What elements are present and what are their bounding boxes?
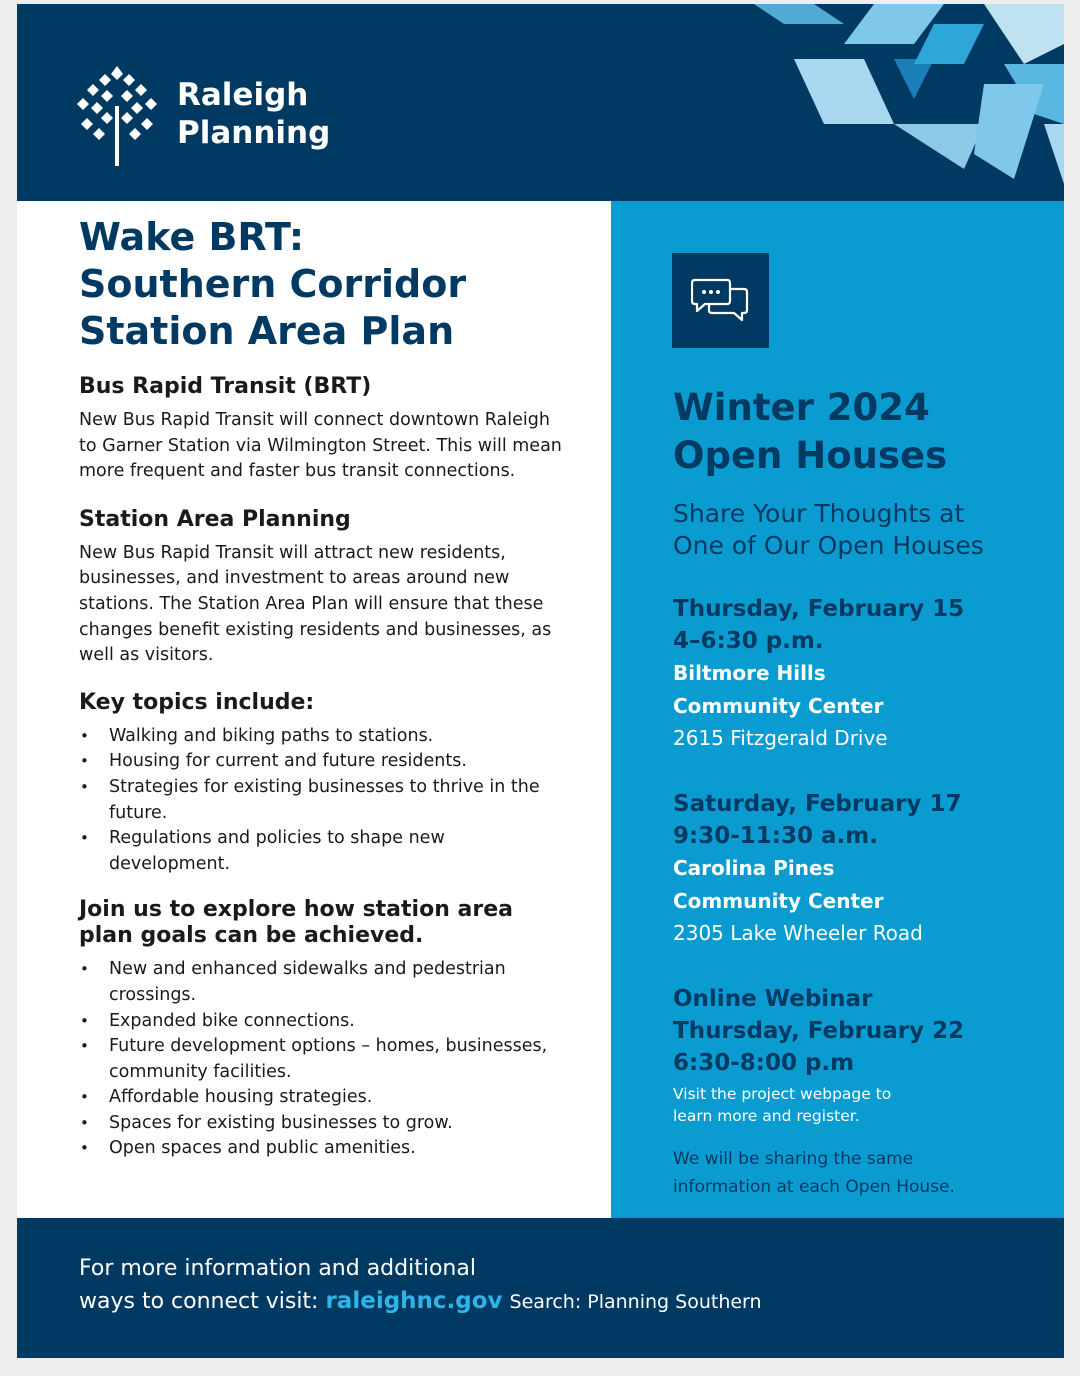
footer-text <box>79 1252 762 1319</box>
list-item: • Future development options – homes, businesses, community facilities. <box>109 1034 569 1085</box>
chat-bubbles-icon <box>691 277 749 323</box>
footer-line-1: For more information and additional <box>79 1256 476 1281</box>
list-item: • Regulations and policies to shape new development. <box>109 826 569 877</box>
event-place-line-1: Biltmore Hills <box>673 661 826 685</box>
subtitle-line-2: One of Our Open Houses <box>673 531 984 560</box>
open-houses-subtitle <box>673 498 984 562</box>
topics-heading: Key topics include: <box>79 689 315 715</box>
event-date: Saturday, February 17 <box>673 791 962 817</box>
event-address: 2615 Fitzgerald Drive <box>673 726 888 750</box>
event-biltmore <box>673 593 964 754</box>
event-address: 2305 Lake Wheeler Road <box>673 921 923 945</box>
header-banner <box>17 4 1064 201</box>
list-item: • New and enhanced sidewalks and pedestrian crossings. <box>109 957 569 1008</box>
webinar-time: 6:30-8:00 p.m <box>673 1050 855 1076</box>
open-houses-panel <box>611 201 1064 1218</box>
event-date: Thursday, February 15 <box>673 596 965 622</box>
footer-line-2 <box>79 1285 762 1319</box>
event-place-line-1: Carolina Pines <box>673 856 835 880</box>
open-houses-title-line-2: Open Houses <box>673 434 948 477</box>
webinar-note-line-1: Visit the project webpage to <box>673 1085 892 1103</box>
brand-line-1: Raleigh <box>177 77 309 113</box>
sharing-note-line-2: information at each Open House. <box>673 1177 955 1197</box>
join-heading: Join us to explore how station area plan goals can be achieved. <box>79 897 513 949</box>
list-item: • Expanded bike connections. <box>109 1009 569 1035</box>
event-place-line-2: Community Center <box>673 888 884 913</box>
list-item: • Spaces for existing businesses to grow. <box>109 1111 569 1137</box>
footer-banner <box>17 1218 1064 1358</box>
sharing-note <box>673 1145 955 1201</box>
station-body: New Bus Rapid Transit will attract new residents, businesses, and investment to areas around new stations. The Station Area Plan will ensure that these changes benefit existing residents and businesses, as well as visitors. <box>79 542 552 666</box>
list-item: • Open spaces and public amenities. <box>109 1136 569 1162</box>
open-houses-title-line-1: Winter 2024 <box>673 386 930 429</box>
webinar-note <box>673 1083 964 1127</box>
webinar-label: Online Webinar <box>673 986 873 1012</box>
flyer-page <box>17 4 1064 1358</box>
join-list <box>79 957 569 1162</box>
event-place-line-2: Community Center <box>673 693 884 718</box>
title-line-3: Station Area Plan <box>79 309 455 353</box>
raleigh-tree-logo-icon <box>77 66 157 170</box>
station-heading: Station Area Planning <box>79 506 351 532</box>
search-hint: Search: Planning Southern <box>509 1291 762 1313</box>
website-link[interactable]: raleighnc.gov <box>325 1288 503 1314</box>
decorative-diamond-pattern-icon <box>754 4 1064 201</box>
sharing-note-line-1: We will be sharing the same <box>673 1149 914 1169</box>
open-houses-title <box>673 384 947 480</box>
brand-name <box>177 76 330 152</box>
list-item: • Strategies for existing businesses to thrive in the future. <box>109 775 569 826</box>
webinar-note-line-2: learn more and register. <box>673 1107 860 1125</box>
webinar-date: Thursday, February 22 <box>673 1018 965 1044</box>
footer-prefix: ways to connect visit: <box>79 1289 319 1314</box>
event-webinar <box>673 983 964 1127</box>
brt-heading: Bus Rapid Transit (BRT) <box>79 374 372 399</box>
chat-icon-box <box>672 253 769 348</box>
event-time: 9:30-11:30 a.m. <box>673 823 878 849</box>
list-item: • Walking and biking paths to stations. <box>109 724 569 750</box>
brand-line-2: Planning <box>177 115 331 151</box>
page-title <box>79 214 569 355</box>
event-time: 4–6:30 p.m. <box>673 628 824 654</box>
subtitle-line-1: Share Your Thoughts at <box>673 499 965 528</box>
left-column <box>79 214 569 1162</box>
title-line-1: Wake BRT: <box>79 215 305 259</box>
title-line-2: Southern Corridor <box>79 262 467 306</box>
list-item: • Housing for current and future residents. <box>109 749 569 775</box>
event-carolina-pines <box>673 788 961 949</box>
brt-body: New Bus Rapid Transit will connect downtown Raleigh to Garner Station via Wilmington Street. This will mean more frequent and faster bus transit connections. <box>79 410 562 482</box>
list-item: • Affordable housing strategies. <box>109 1085 569 1111</box>
topics-list <box>79 724 569 878</box>
